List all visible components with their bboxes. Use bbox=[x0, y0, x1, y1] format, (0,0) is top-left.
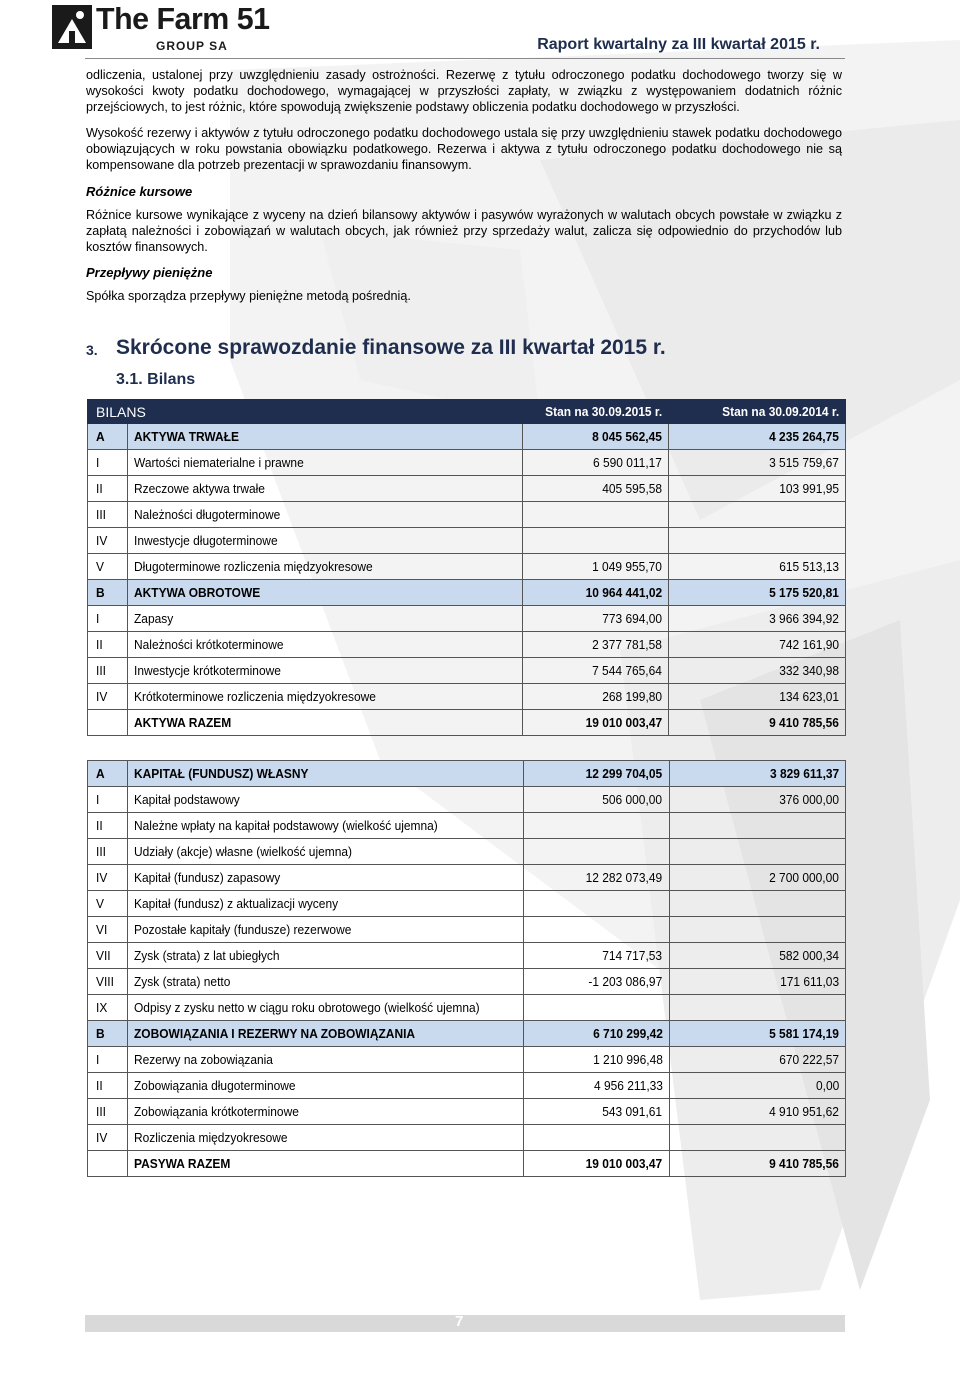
value-2014 bbox=[669, 813, 845, 839]
value-2014: 742 161,90 bbox=[669, 632, 846, 658]
table-row bbox=[88, 710, 846, 736]
value-2015: 19 010 003,47 bbox=[523, 710, 669, 736]
value-2014 bbox=[669, 1125, 845, 1151]
row-label: Rezerwy na zobowiązania bbox=[127, 1047, 523, 1073]
paragraph-deferred-tax-rates: Wysokość rezerwy i aktywów z tytułu odroczonego podatku dochodowego ustala się przy uwzględnieniu stawek podatku dochodowego obowiązujących w roku powstania obowiązku podatkowego. Rezerwa i aktywa z tytułu odroczonego podatku dochodowego nie są kompensowane dla potrzeb prezentacji w sprawozdaniu finansowym. bbox=[86, 126, 842, 172]
value-2014 bbox=[669, 502, 846, 528]
table-row bbox=[88, 502, 846, 528]
row-code: V bbox=[88, 554, 128, 580]
paragraph-deferred-tax-provision: odliczenia, ustalonej przy uwzględnieniu zasady ostrożności. Rezerwę z tytułu odroczonego podatku dochodowego tworzy się w wysokości kwoty podatku dochodowego, wymagającej w przyszłości zapłaty, w związku z występowaniem dodatnich różnic przejściowych, to jest różnic, które spowodują zwiększenie podstawy obliczenia podatku dochodowego w przyszłości. bbox=[86, 68, 842, 114]
table-row bbox=[88, 917, 846, 943]
table-row bbox=[88, 1021, 846, 1047]
row-code bbox=[88, 1151, 128, 1177]
value-2015: 6 590 011,17 bbox=[523, 450, 669, 476]
row-code: III bbox=[88, 658, 128, 684]
row-code: IX bbox=[88, 995, 128, 1021]
row-label: AKTYWA RAZEM bbox=[127, 710, 522, 736]
row-label: PASYWA RAZEM bbox=[127, 1151, 523, 1177]
row-label: Zysk (strata) netto bbox=[127, 969, 523, 995]
table-row bbox=[88, 969, 846, 995]
value-2015: 12 299 704,05 bbox=[523, 761, 669, 787]
value-2014: 615 513,13 bbox=[669, 554, 846, 580]
table-row bbox=[88, 606, 846, 632]
section-number: 3. bbox=[86, 342, 98, 358]
value-2014: 5 581 174,19 bbox=[669, 1021, 845, 1047]
row-code: VI bbox=[88, 917, 128, 943]
table-row bbox=[88, 839, 846, 865]
table-header-row bbox=[88, 400, 846, 424]
table-row bbox=[88, 865, 846, 891]
row-code: II bbox=[88, 1073, 128, 1099]
row-code: II bbox=[88, 813, 128, 839]
table-row bbox=[88, 580, 846, 606]
subheading-cash-flows: Przepływy pieniężne bbox=[86, 265, 213, 280]
value-2015 bbox=[523, 891, 669, 917]
row-code: II bbox=[88, 476, 128, 502]
liabilities-table bbox=[87, 760, 846, 1177]
row-code: A bbox=[88, 761, 128, 787]
value-2014: 9 410 785,56 bbox=[669, 1151, 845, 1177]
value-2015: 714 717,53 bbox=[523, 943, 669, 969]
value-2014: 9 410 785,56 bbox=[669, 710, 846, 736]
row-code: III bbox=[88, 502, 128, 528]
table-row bbox=[88, 995, 846, 1021]
value-2015: 506 000,00 bbox=[523, 787, 669, 813]
value-2015 bbox=[523, 528, 669, 554]
value-2015: 405 595,58 bbox=[523, 476, 669, 502]
table-row bbox=[88, 632, 846, 658]
header-divider bbox=[85, 58, 845, 59]
row-code: IV bbox=[88, 528, 128, 554]
company-logo bbox=[52, 1, 282, 53]
value-2014: 4 910 951,62 bbox=[669, 1099, 845, 1125]
row-code: IV bbox=[88, 684, 128, 710]
row-label: Pozostałe kapitały (fundusze) rezerwowe bbox=[127, 917, 523, 943]
row-label: Kapitał (fundusz) z aktualizacji wyceny bbox=[127, 891, 523, 917]
value-2014: 171 611,03 bbox=[669, 969, 845, 995]
row-label: Zapasy bbox=[127, 606, 522, 632]
value-2015: 268 199,80 bbox=[523, 684, 669, 710]
table-row bbox=[88, 658, 846, 684]
value-2014: 0,00 bbox=[669, 1073, 845, 1099]
row-code: III bbox=[88, 839, 128, 865]
table-row bbox=[88, 424, 846, 450]
logo-mark-icon bbox=[52, 5, 92, 49]
row-label: Udziały (akcje) własne (wielkość ujemna) bbox=[127, 839, 523, 865]
value-2015 bbox=[523, 995, 669, 1021]
value-2014: 332 340,98 bbox=[669, 658, 846, 684]
value-2014 bbox=[669, 528, 846, 554]
table-row bbox=[88, 761, 846, 787]
value-2014 bbox=[669, 917, 845, 943]
paragraph-exchange-differences: Różnice kursowe wynikające z wyceny na dzień bilansowy aktywów i pasywów wyrażonych w walutach obcych powstałe w związku z zapłatą należności i zobowiązań w walutach obcych, jak również przy sprzedaży walut, zalicza się odpowiednio do przychodów lub kosztów finansowych. bbox=[86, 208, 842, 254]
value-2014 bbox=[669, 995, 845, 1021]
row-label: Należności krótkoterminowe bbox=[127, 632, 522, 658]
table-row bbox=[88, 450, 846, 476]
page-number: 7 bbox=[455, 1313, 464, 1330]
report-title: Raport kwartalny za III kwartał 2015 r. bbox=[537, 36, 820, 53]
value-2015: 543 091,61 bbox=[523, 1099, 669, 1125]
section-title: Skrócone sprawozdanie finansowe za III kwartał 2015 r. bbox=[116, 336, 666, 359]
value-2014: 5 175 520,81 bbox=[669, 580, 846, 606]
row-code: IV bbox=[88, 1125, 128, 1151]
row-code bbox=[88, 710, 128, 736]
value-2015: 12 282 073,49 bbox=[523, 865, 669, 891]
row-code: II bbox=[88, 632, 128, 658]
assets-table bbox=[87, 399, 846, 736]
table-row bbox=[88, 1047, 846, 1073]
value-2014: 3 966 394,92 bbox=[669, 606, 846, 632]
row-label: Zobowiązania krótkoterminowe bbox=[127, 1099, 523, 1125]
header-cell-2015: Stan na 30.09.2015 r. bbox=[523, 400, 669, 424]
row-label: Długoterminowe rozliczenia międzyokresowe bbox=[127, 554, 522, 580]
row-code: I bbox=[88, 450, 128, 476]
value-2015: 8 045 562,45 bbox=[523, 424, 669, 450]
value-2015 bbox=[523, 917, 669, 943]
value-2015 bbox=[523, 1125, 669, 1151]
row-label: Inwestycje długoterminowe bbox=[127, 528, 522, 554]
value-2014: 3 829 611,37 bbox=[669, 761, 845, 787]
value-2015: 4 956 211,33 bbox=[523, 1073, 669, 1099]
table-row bbox=[88, 1099, 846, 1125]
logo-subtitle: GROUP SA bbox=[156, 39, 228, 53]
header-cell-title: BILANS bbox=[88, 400, 523, 424]
value-2014: 670 222,57 bbox=[669, 1047, 845, 1073]
table-row bbox=[88, 813, 846, 839]
value-2015 bbox=[523, 502, 669, 528]
value-2014: 376 000,00 bbox=[669, 787, 845, 813]
row-code: A bbox=[88, 424, 128, 450]
row-label: KAPITAŁ (FUNDUSZ) WŁASNY bbox=[127, 761, 523, 787]
value-2014: 4 235 264,75 bbox=[669, 424, 846, 450]
table-row bbox=[88, 1073, 846, 1099]
value-2014: 134 623,01 bbox=[669, 684, 846, 710]
table-row bbox=[88, 891, 846, 917]
value-2014 bbox=[669, 891, 845, 917]
value-2015: 10 964 441,02 bbox=[523, 580, 669, 606]
table-row bbox=[88, 1151, 846, 1177]
value-2014: 582 000,34 bbox=[669, 943, 845, 969]
row-code: I bbox=[88, 1047, 128, 1073]
row-label: AKTYWA TRWAŁE bbox=[127, 424, 522, 450]
value-2015 bbox=[523, 839, 669, 865]
table-row bbox=[88, 528, 846, 554]
table-row bbox=[88, 476, 846, 502]
value-2015: 6 710 299,42 bbox=[523, 1021, 669, 1047]
row-label: Należne wpłaty na kapitał podstawowy (wielkość ujemna) bbox=[127, 813, 523, 839]
row-code: I bbox=[88, 606, 128, 632]
value-2015: 19 010 003,47 bbox=[523, 1151, 669, 1177]
value-2015: 2 377 781,58 bbox=[523, 632, 669, 658]
row-code: VIII bbox=[88, 969, 128, 995]
table-row bbox=[88, 1125, 846, 1151]
footer-bar bbox=[85, 1315, 845, 1332]
table-row bbox=[88, 684, 846, 710]
table-row bbox=[88, 554, 846, 580]
paragraph-cash-flows: Spółka sporządza przepływy pieniężne metodą pośrednią. bbox=[86, 289, 411, 303]
row-code: B bbox=[88, 580, 128, 606]
value-2015: 7 544 765,64 bbox=[523, 658, 669, 684]
header-cell-2014: Stan na 30.09.2014 r. bbox=[669, 400, 846, 424]
value-2014: 2 700 000,00 bbox=[669, 865, 845, 891]
value-2015: 1 210 996,48 bbox=[523, 1047, 669, 1073]
table-row bbox=[88, 943, 846, 969]
row-label: ZOBOWIĄZANIA I REZERWY NA ZOBOWIĄZANIA bbox=[127, 1021, 523, 1047]
value-2014 bbox=[669, 839, 845, 865]
row-label: Wartości niematerialne i prawne bbox=[127, 450, 522, 476]
value-2014: 103 991,95 bbox=[669, 476, 846, 502]
row-label: Inwestycje krótkoterminowe bbox=[127, 658, 522, 684]
row-code: III bbox=[88, 1099, 128, 1125]
row-code: VII bbox=[88, 943, 128, 969]
row-code: IV bbox=[88, 865, 128, 891]
value-2014: 3 515 759,67 bbox=[669, 450, 846, 476]
row-label: Kapitał (fundusz) zapasowy bbox=[127, 865, 523, 891]
row-label: Zysk (strata) z lat ubiegłych bbox=[127, 943, 523, 969]
row-label: Odpisy z zysku netto w ciągu roku obrotowego (wielkość ujemna) bbox=[127, 995, 523, 1021]
row-code: I bbox=[88, 787, 128, 813]
row-label: Zobowiązania długoterminowe bbox=[127, 1073, 523, 1099]
row-label: Rozliczenia międzyokresowe bbox=[127, 1125, 523, 1151]
value-2015: -1 203 086,97 bbox=[523, 969, 669, 995]
subheading-exchange-differences: Różnice kursowe bbox=[86, 184, 193, 199]
table-row bbox=[88, 787, 846, 813]
subsection-title: 3.1. Bilans bbox=[116, 371, 196, 388]
row-label: Rzeczowe aktywa trwałe bbox=[127, 476, 522, 502]
logo-title: The Farm 51 bbox=[96, 1, 270, 36]
row-code: B bbox=[88, 1021, 128, 1047]
value-2015 bbox=[523, 813, 669, 839]
row-label: AKTYWA OBROTOWE bbox=[127, 580, 522, 606]
row-label: Kapitał podstawowy bbox=[127, 787, 523, 813]
row-label: Należności długoterminowe bbox=[127, 502, 522, 528]
value-2015: 1 049 955,70 bbox=[523, 554, 669, 580]
row-code: V bbox=[88, 891, 128, 917]
value-2015: 773 694,00 bbox=[523, 606, 669, 632]
row-label: Krótkoterminowe rozliczenia międzyokresowe bbox=[127, 684, 522, 710]
